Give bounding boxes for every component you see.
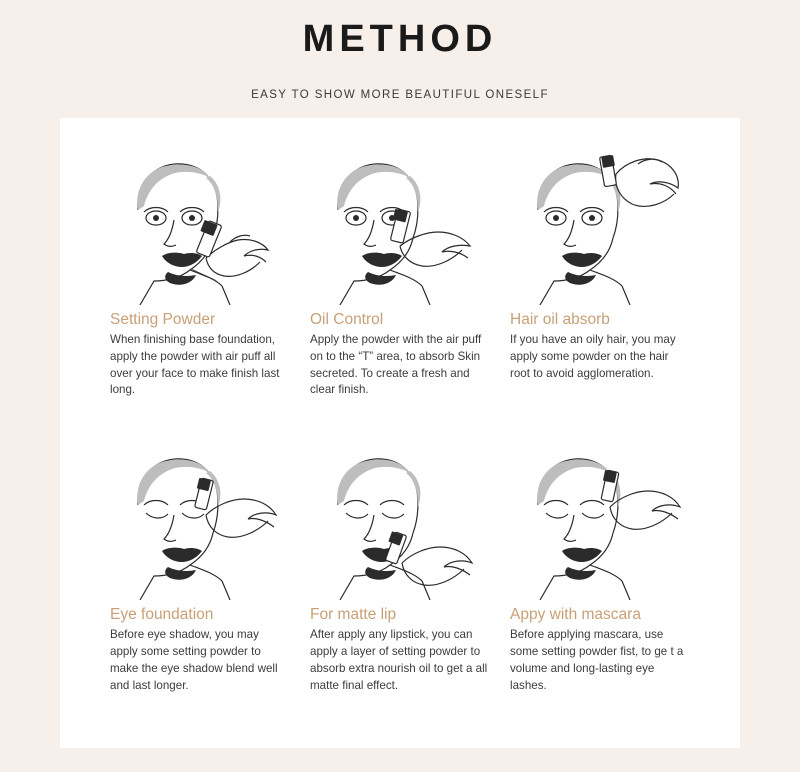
step-card: [510, 445, 710, 694]
step-card: [110, 445, 310, 694]
step-title: Oil Control: [310, 311, 384, 328]
step-body: If you have an oily hair, you may apply some powder on the hair root to avoid agglomeration.: [510, 333, 676, 380]
page-header: [0, 0, 800, 101]
step-card: [310, 150, 510, 399]
face-lashes-puff-illustration: [510, 445, 685, 600]
row-spacer: [110, 399, 710, 445]
content-card: [60, 118, 740, 748]
step-body: When finishing base foundation, apply the powder with air puff all over your face to make finish last long.: [110, 333, 280, 397]
face-t-zone-puff-illustration: [310, 150, 485, 305]
steps-grid: [110, 150, 710, 694]
face-eyelid-puff-illustration: [110, 445, 285, 600]
step-title: Eye foundation: [110, 606, 214, 624]
face-lip-puff-illustration: [310, 445, 485, 600]
step-body: Apply the powder with the air puff on to the “T” area, to absorb Skin secreted. To create a fresh and clear finish.: [310, 333, 482, 397]
step-card: [310, 445, 510, 694]
step-title: Hair oil absorb: [510, 311, 610, 328]
step-body: After apply any lipstick, you can apply a layer of setting powder to absorb extra nourish oil to get a all matte final effect.: [310, 628, 488, 692]
step-body: Before eye shadow, you may apply some setting powder to make the eye shadow blend well and last longer.: [110, 628, 278, 692]
step-card: [510, 150, 710, 399]
step-title: Setting Powder: [110, 311, 216, 328]
step-title: Appy with mascara: [510, 606, 641, 624]
page-subtitle: EASY TO SHOW MORE BEAUTIFUL ONESELF: [251, 89, 549, 101]
step-card: [110, 150, 310, 399]
face-hairline-puff-illustration: [510, 150, 685, 305]
step-title: For matte lip: [310, 606, 397, 624]
step-body: Before applying mascara, use some setting powder fist, to ge t a volume and long-lasting eye lashes.: [510, 628, 684, 692]
face-cheek-puff-illustration: [110, 150, 285, 305]
page-title: METHOD: [302, 18, 498, 60]
